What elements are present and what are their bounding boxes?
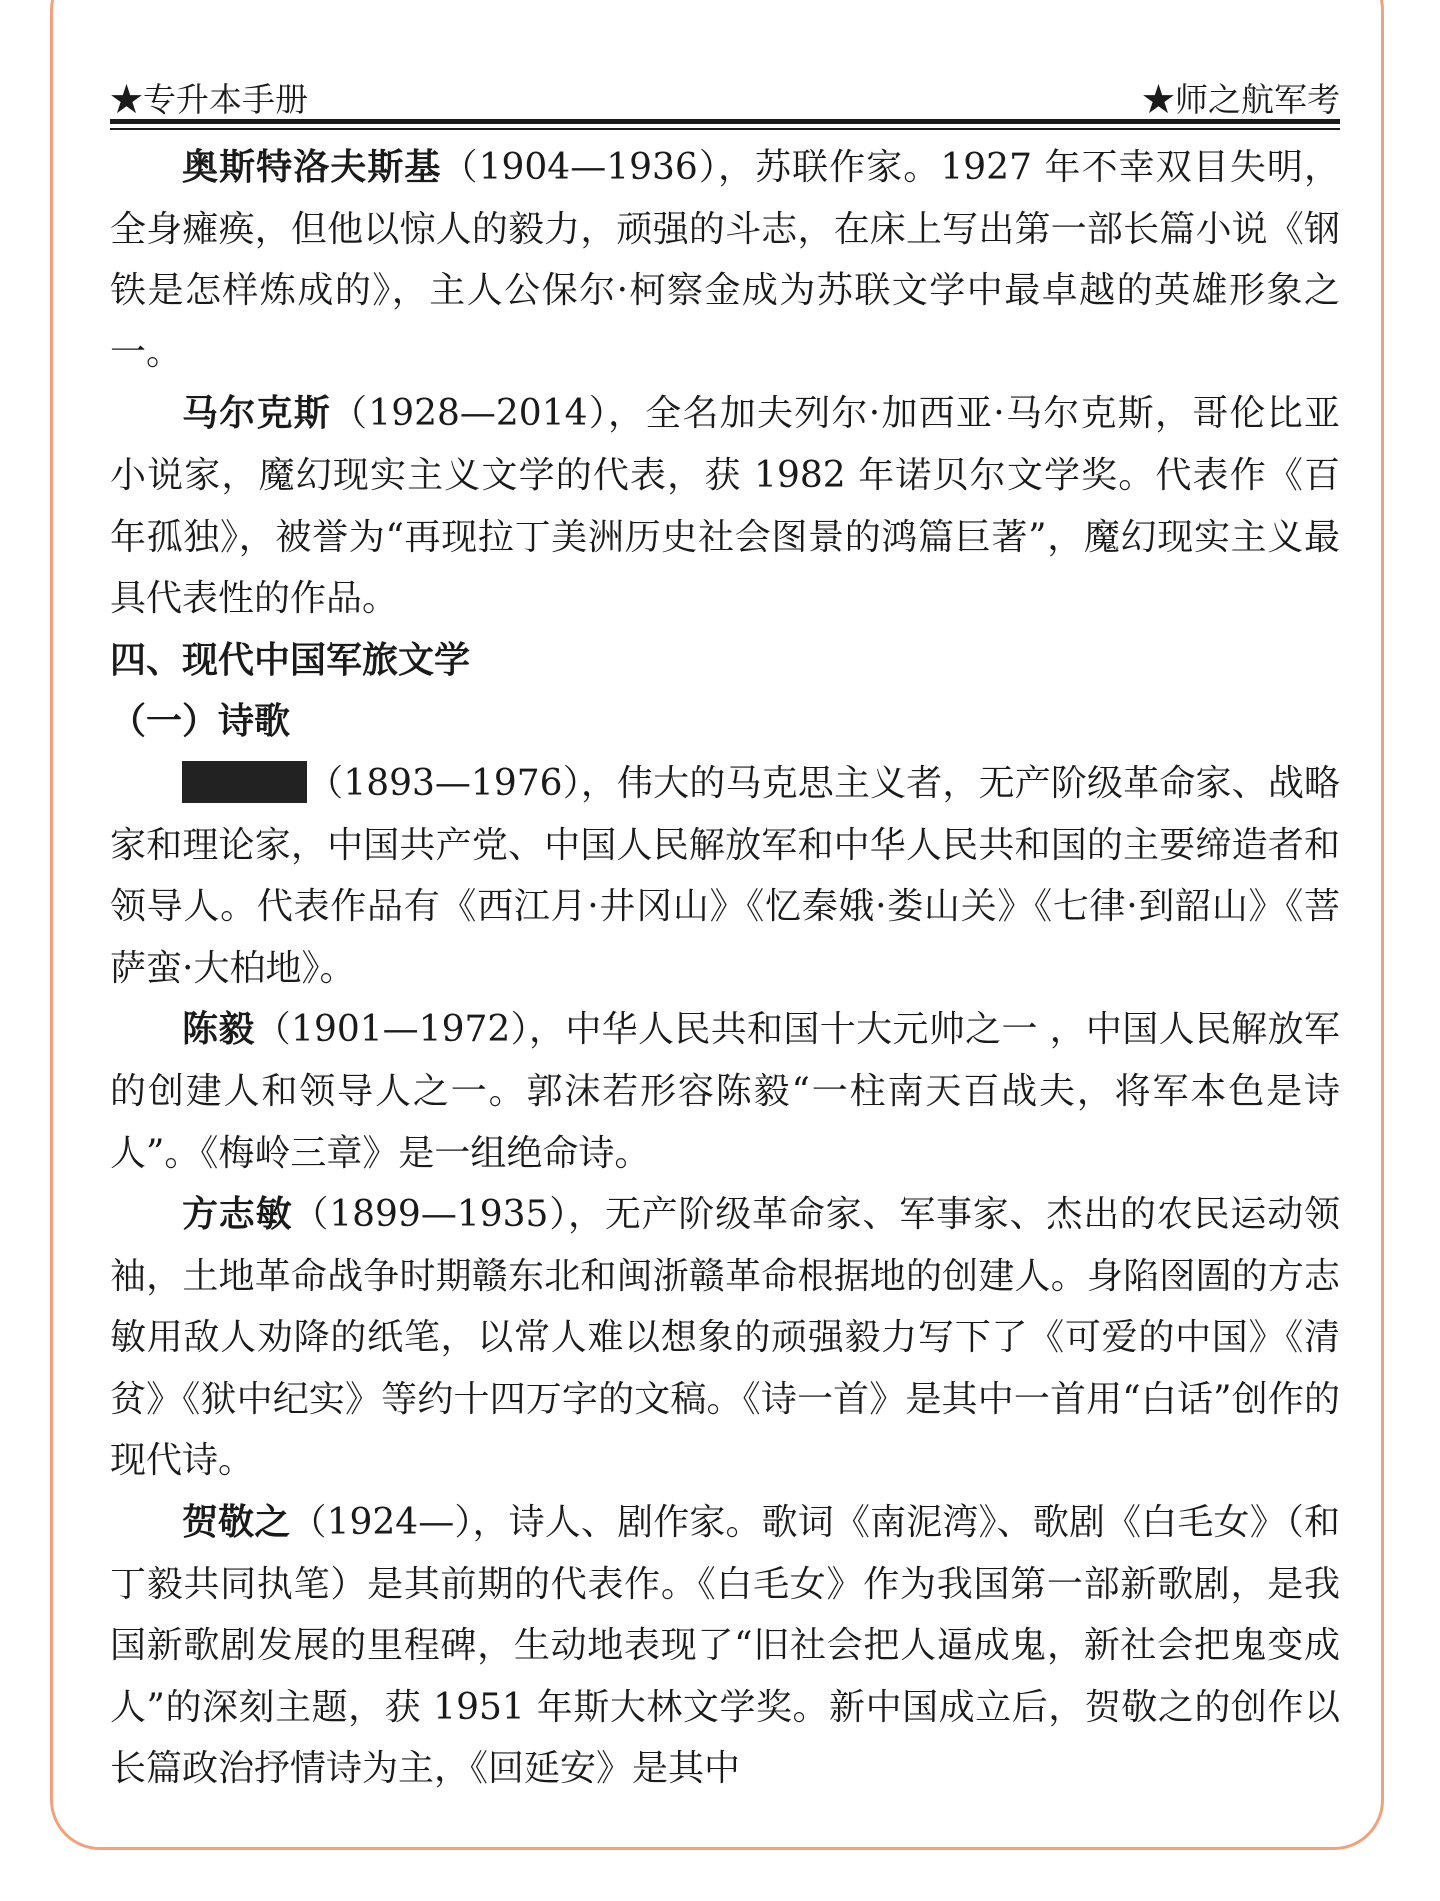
header-rule-thick xyxy=(110,119,1340,124)
paragraph-ostrovsky xyxy=(110,137,1340,383)
paragraph-text: （1928—2014），全名加夫列尔·加西亚·马尔克斯，哥伦比亚小说家，魔幻现实主义文学的代表，获 1982 年诺贝尔文学奖。代表作《百年孤独》，被誉为“再现拉丁美洲历史社会图景的鸿篇巨著”，魔幻现实主义最具代表性的作品。 xyxy=(110,393,1340,620)
redaction-block xyxy=(182,761,307,803)
paragraph-text: （1904—1936），苏联作家。1927 年不幸双目失明，全身瘫痪，但他以惊人的毅力，顽强的斗志，在床上写出第一部长篇小说《钢铁是怎样炼成的》，主人公保尔·柯察金成为苏联文学中最卓越的英雄形象之一。 xyxy=(110,147,1340,373)
paragraph-he-jingzhi xyxy=(110,1492,1340,1800)
header-right-title: ★师之航军考 xyxy=(1142,80,1340,119)
paragraph-text: （1899—1935），无产阶级革命家、军事家、杰出的农民运动领袖，土地革命战争时期赣东北和闽浙赣革命根据地的创建人。身陷囹圄的方志敏用敌人劝降的纸笔，以常人难以想象的顽强毅力写下了《可爱的中国》《清贫》《狱中纪实》等约十四万字的文稿。《诗一首》是其中一首用“白话”创作的现代诗。 xyxy=(110,1194,1340,1482)
paragraph-marquez xyxy=(110,383,1340,629)
paragraph-redacted-author xyxy=(110,753,1340,999)
subsection-heading: （一）诗歌 xyxy=(110,700,291,743)
paragraph-text: （1901—1972），中华人民共和国十大元帅之一 ，中国人民解放军的创建人和领导人之一。郭沫若形容陈毅“一柱南天百战夫，将军本色是诗人”。《梅岭三章》是一组绝命诗。 xyxy=(110,1009,1340,1174)
author-name: 陈毅 xyxy=(182,1008,255,1051)
header-left-title: ★专升本手册 xyxy=(110,80,308,119)
header-rule-thin xyxy=(110,128,1340,130)
section-heading: 四、现代中国军旅文学 xyxy=(110,638,471,681)
author-name: 马尔克斯 xyxy=(182,392,332,435)
paragraph-fang-zhimin xyxy=(110,1184,1340,1492)
page-header xyxy=(110,70,1340,122)
author-name: 方志敏 xyxy=(182,1193,293,1236)
page-content xyxy=(110,137,1340,1800)
paragraph-chen-yi xyxy=(110,999,1340,1184)
paragraph-text: （1893—1976），伟大的马克思主义者，无产阶级革命家、战略家和理论家，中国共产党、中国人民解放军和中华人民共和国的主要缔造者和领导人。代表作品有《西江月·井冈山》《忆秦娥·娄山关》《七律·到韶山》《菩萨蛮·大柏地》。 xyxy=(110,762,1340,989)
author-name: 贺敬之 xyxy=(182,1501,291,1544)
author-name: 奥斯特洛夫斯基 xyxy=(182,146,442,188)
paragraph-text: （1924—），诗人、剧作家。歌词《南泥湾》、歌剧《白毛女》（和丁毅共同执笔）是其前期的代表作。《白毛女》作为我国第一部新歌剧，是我国新歌剧发展的里程碑，生动地表现了“旧社会把人逼成鬼，新社会把鬼变成人”的深刻主题，获 1951 年斯大林文学奖。新中国成立后，贺敬之的创作以长篇政治抒情诗为主，《回延安》是其中 xyxy=(110,1502,1340,1790)
